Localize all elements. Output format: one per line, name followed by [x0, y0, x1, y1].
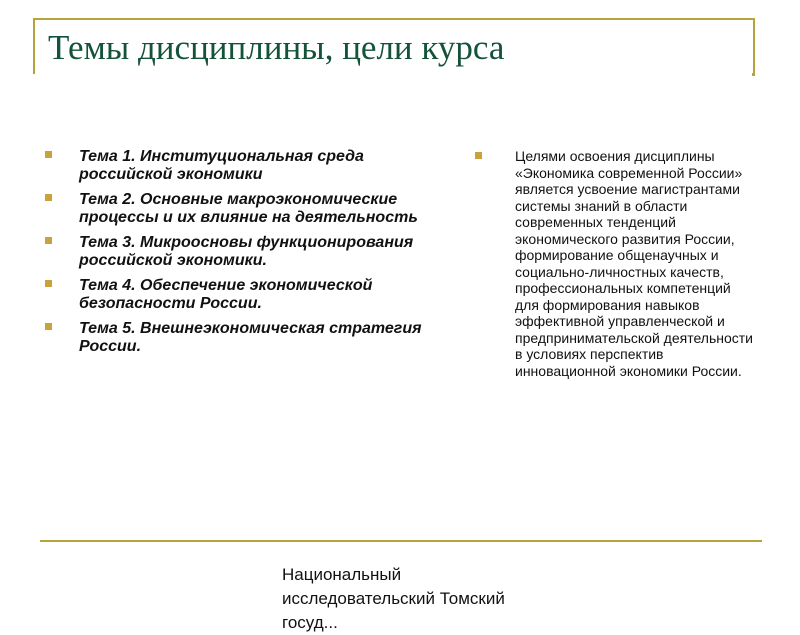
square-bullet-icon: [45, 323, 52, 330]
topics-list: [45, 148, 455, 363]
square-bullet-icon: [45, 194, 52, 201]
slide-title: Темы дисциплины, цели курса: [48, 28, 505, 67]
bottom-divider: [40, 540, 762, 542]
goals-text: Целями освоения дисциплины «Экономика современной России» является усвоение магистрантами системы знаний в области современных тенденций экономического развития России, формирование общенаучных и социально-личностных качеств, профессиональных компетенций для формирования навыков эффективной управленческой и предпринимательской деятельности в условиях перспектив инновационной экономики России.: [515, 148, 753, 379]
topic-item: [45, 320, 455, 356]
topic-item: [45, 277, 455, 313]
square-bullet-icon: [45, 237, 52, 244]
topic-text: Тема 4. Обеспечение экономической безопасности России.: [79, 277, 373, 312]
square-bullet-icon: [45, 280, 52, 287]
topic-item: [45, 191, 455, 227]
square-bullet-icon: [475, 152, 482, 159]
topic-text: Тема 5. Внешнеэкономическая стратегия России.: [79, 320, 422, 355]
topic-item: [45, 148, 455, 184]
topic-text: Тема 2. Основные макроэкономические процессы и их влияние на деятельность: [79, 191, 418, 226]
goals-block: [475, 148, 755, 379]
topic-text: Тема 1. Институциональная среда российской экономики: [79, 148, 364, 183]
footer-text: Национальный исследовательский Томский госуд...: [282, 565, 505, 632]
square-bullet-icon: [45, 151, 52, 158]
corner-dot: [752, 73, 755, 76]
topic-item: [45, 234, 455, 270]
topic-text: Тема 3. Микроосновы функционирования российской экономики.: [79, 234, 414, 269]
